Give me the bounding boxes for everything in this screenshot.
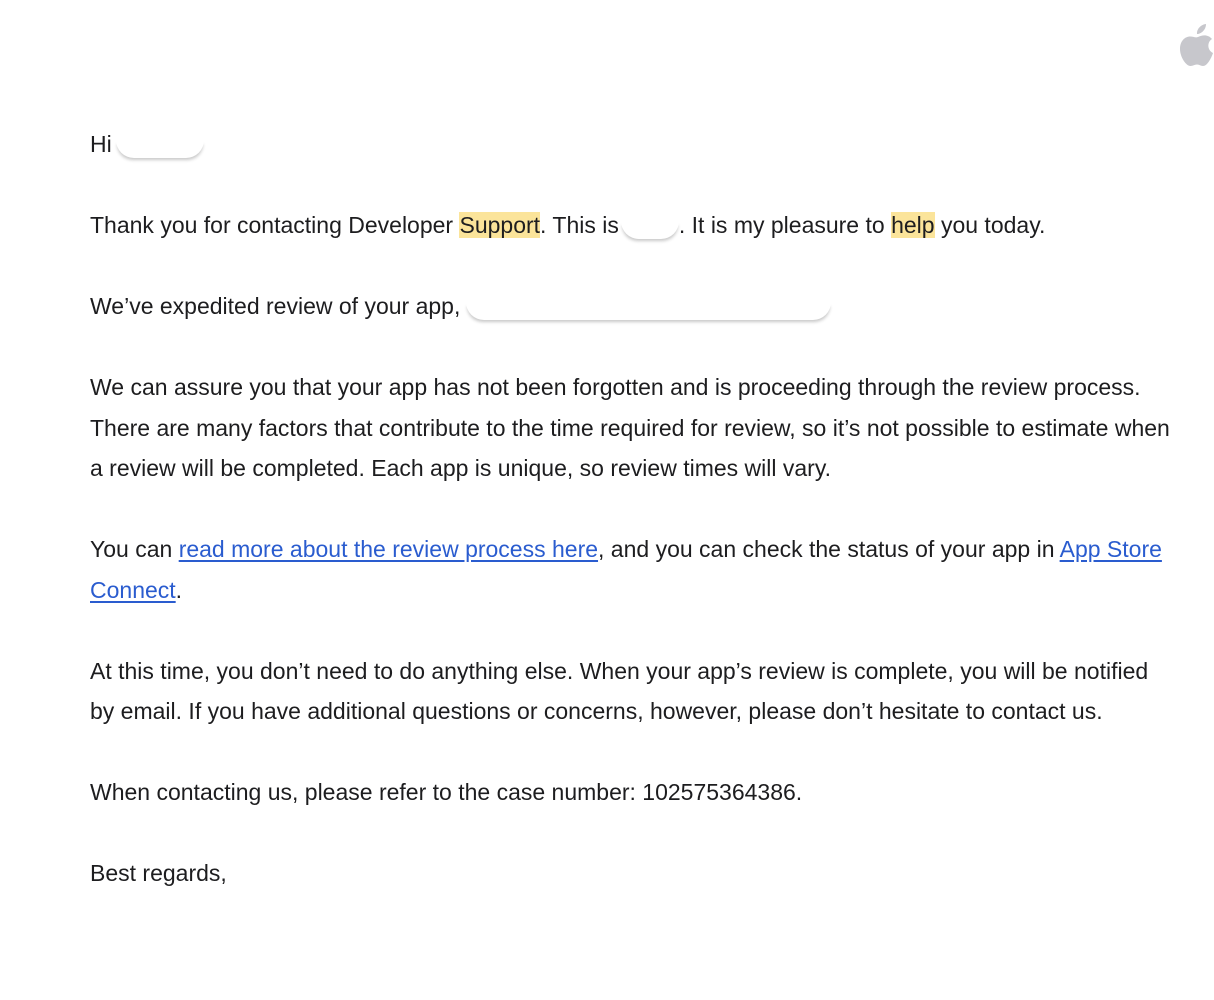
greeting-text: Hi	[90, 131, 112, 157]
intro-text-2: . This is	[540, 212, 619, 238]
email-body	[90, 124, 1170, 934]
links-text-3: .	[175, 576, 183, 603]
review-process-link[interactable]: read more about the review process here	[178, 536, 599, 562]
assurance-paragraph: We can assure you that your app has not been forgotten and is proceeding through the review process. There are many factors that contribute to the time required for review, so it’s not possible to estimate when a review will be completed. Each app is unique, so review times will vary.	[90, 374, 1170, 481]
app-store-connect-link[interactable]: App Store Connect	[90, 536, 1162, 603]
links-paragraph	[90, 529, 1170, 610]
redacted-recipient-name	[116, 140, 204, 158]
expedite-paragraph	[90, 286, 1170, 327]
highlight-support: Support	[459, 212, 541, 238]
signoff: Best regards,	[90, 860, 227, 886]
case-number-paragraph: When contacting us, please refer to the case number: 102575364386.	[90, 779, 803, 805]
highlight-help: help	[891, 212, 935, 238]
greeting-line	[90, 124, 1170, 165]
expedite-text: We’ve expedited review of your app,	[90, 293, 461, 319]
next-steps-paragraph: At this time, you don’t need to do anything else. When your app’s review is complete, you will be notified by email. If you have additional questions or concerns, however, please don’t hesitate to contact us.	[90, 657, 1149, 724]
intro-text-1: Thank you for contacting Developer	[90, 212, 460, 238]
redacted-app-name	[466, 302, 831, 320]
links-text-1: You can	[90, 536, 179, 562]
apple-logo-icon	[1176, 22, 1214, 70]
redacted-agent-name	[621, 221, 679, 239]
links-text-2: , and you can check the status of your app in	[598, 536, 1060, 562]
intro-text-4: you today.	[934, 212, 1046, 238]
intro-text-3: . It is my pleasure to	[678, 212, 892, 238]
intro-paragraph	[90, 205, 1170, 246]
